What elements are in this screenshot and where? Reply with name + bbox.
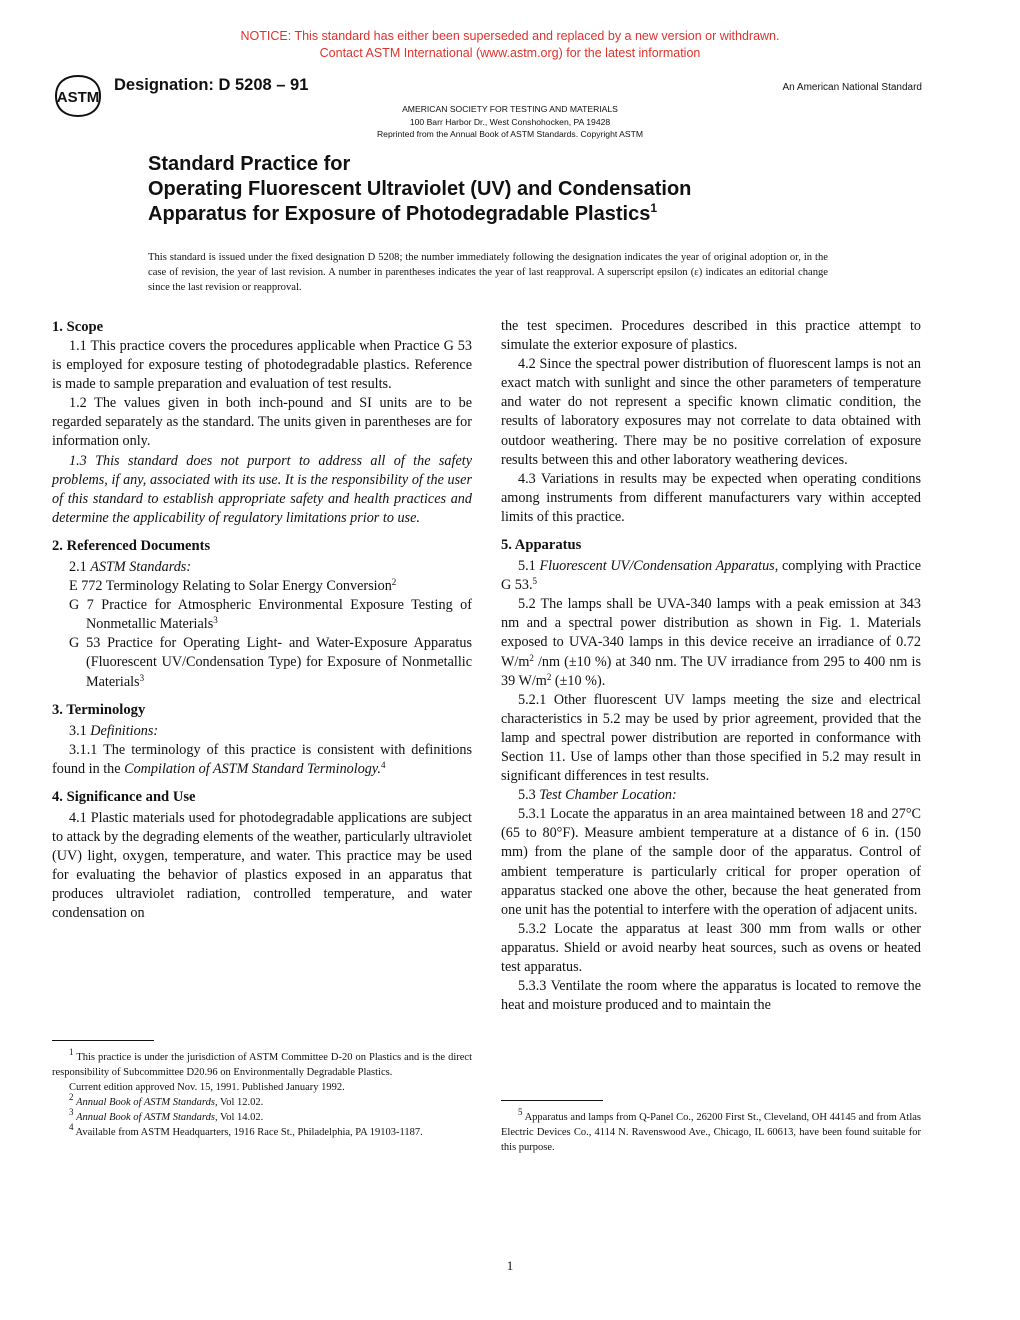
footnotes-right bbox=[501, 1107, 921, 1155]
paragraph-5-1: 5.1 Fluorescent UV/Condensation Apparatus, complying with Practice G 53.$^5$ bbox=[501, 558, 921, 594]
title-line-2: Operating Fluorescent Ultraviolet (UV) and Condensation bbox=[148, 178, 692, 200]
paragraph-4-3: 4.3 Variations in results may be expected when operating conditions among instruments from different manufacturers vary within accepted limits of this practice. bbox=[501, 470, 921, 525]
footnote-rule-right bbox=[501, 1100, 603, 1101]
edition-note: Current edition approved Nov. 15, 1991. Published January 1992. bbox=[69, 1082, 345, 1093]
reference-g53: G 53 Practice for Operating Light- and Water-Exposure Apparatus (Fluorescent UV/Condensation Type) for Exposure of Nonmetallic Materials$^3$ bbox=[69, 635, 472, 690]
paragraph-1-2: 1.2 The values given in both inch-pound and SI units are to be regarded separately as the standard. The units given in parentheses are for information only. bbox=[52, 395, 472, 450]
title-line-3: Apparatus for Exposure of Photodegradable Plastics$^1$ bbox=[148, 201, 658, 225]
paragraph-5-3: 5.3 Test Chamber Location: bbox=[518, 787, 677, 804]
society-block bbox=[0, 103, 1020, 141]
page-number: 1 bbox=[506, 1258, 514, 1273]
paragraph-5-2: 5.2 The lamps shall be UVA-340 lamps with a peak emission at 343 nm and a spectral power distribution as shown in Fig. 1. Materials exposed to UVA-340 lamps in this device receive an irradiance of 0.72 W/m$^2$ /nm (±10 %) at 340 nm. The UV irradiance from 295 to 400 nm is 39 W/m$^2$ (±10 %). bbox=[501, 596, 921, 689]
footnote-rule-left bbox=[52, 1040, 154, 1041]
paragraph-1-3: 1.3 This standard does not purport to address all of the safety problems, if any, associated with its use. It is the responsibility of the user of this standard to establish appropriate safety and health practices and determine the applicability of regulatory limitations prior to use. bbox=[52, 452, 472, 526]
section-heading-significance-and-use: 4. Significance and Use bbox=[52, 788, 196, 805]
footnote-1: $^1$ This practice is under the jurisdiction of ASTM Committee D-20 on Plastics and is the direct responsibility of Subcommittee D20.96 on Environmentally Degradable Plastics. bbox=[52, 1047, 472, 1078]
paragraph-4-2: 4.2 Since the spectral power distribution of fluorescent lamps is not an exact match with sunlight and since the other parameters of temperature and water do not represent a specific known climatic condition, the results of laboratory exposures may not correlate to data obtained with outdoor weathering. There may be no positive correlation of exposure results between this and other laboratory weathering devices. bbox=[501, 356, 921, 468]
paragraph-5-2-1: 5.2.1 Other fluorescent UV lamps meeting the size and electrical characteristics in 5.2 may be used by prior agreement, provided that the lamp and spectral power distribution are reported in conformance with Section 11. Use of lamps other than those specified in 5.2 may result in significant differences in test results. bbox=[501, 691, 921, 785]
paragraph-5-3-3: 5.3.3 Ventilate the room where the apparatus is located to remove the heat and moisture produced and to maintain the bbox=[501, 978, 921, 1014]
reprint-note: Reprinted from the Annual Book of ASTM Standards. Copyright ASTM bbox=[376, 129, 644, 139]
right-column bbox=[501, 317, 921, 1015]
paragraph-5-3-2: 5.3.2 Locate the apparatus at least 300 mm from walls or other apparatus. Shield or avoid nearby heat sources, such as ovens or heated test apparatus. bbox=[501, 920, 921, 975]
document-title bbox=[148, 152, 888, 227]
title-footnote-mark: 1 bbox=[650, 201, 658, 215]
footnote-2: $^2$ Annual Book of ASTM Standards, Vol 12.02. bbox=[69, 1092, 264, 1108]
paragraph-1-1: 1.1 This practice covers the procedures applicable when Practice G 53 is employed for exposure testing of photodegradable plastics. Reference is made to sample preparation and evaluation of test results. bbox=[52, 338, 472, 393]
section-heading-terminology: 3. Terminology bbox=[52, 701, 146, 718]
paragraph-4-1-continued: the test specimen. Procedures described in this practice attempt to simulate the exterior exposure of plastics. bbox=[501, 318, 921, 354]
logo-text: ASTM bbox=[56, 89, 100, 106]
reference-e772: E 772 Terminology Relating to Solar Energy Conversion$^2$ bbox=[69, 577, 397, 595]
footnote-4: $^4$ Available from ASTM Headquarters, 1916 Race St., Philadelphia, PA 19103-1187. bbox=[69, 1122, 423, 1138]
title-line-1: Standard Practice for bbox=[148, 153, 351, 175]
section-heading-scope: 1. Scope bbox=[52, 319, 104, 335]
left-column bbox=[52, 317, 472, 923]
footnote-3: $^3$ Annual Book of ASTM Standards, Vol 14.02. bbox=[69, 1107, 264, 1123]
footnote-5: $^5$ Apparatus and lamps from Q-Panel Co., 26200 First St., Cleveland, OH 44145 and from Atlas Electric Devices Co., 4114 N. Ravenswood Ave., Chicago, IL 60613, have been found suitable for this purpose. bbox=[501, 1107, 921, 1153]
issue-note: This standard is issued under the fixed designation D 5208; the number immediately following the designation indicates the year of original adoption or, in the case of revision, the year of last revision. A number in parentheses indicates the year of last reapproval. A superscript epsilon (ε) indicates an editorial change since the last revision or reapproval. bbox=[148, 252, 828, 293]
paragraph-3-1: 3.1 Definitions: bbox=[69, 722, 159, 739]
footnotes-left bbox=[52, 1047, 472, 1140]
society-address: 100 Barr Harbor Dr., West Conshohocken, PA 19428 bbox=[409, 116, 611, 127]
national-standard-label: An American National Standard bbox=[782, 82, 922, 93]
paragraph-5-3-1: 5.3.1 Locate the apparatus in an area maintained between 18 and 27°C (65 to 80°F). Measure ambient temperature at a distance of 6 in. (150 mm) from the plane of the sample door of the apparatus. Control of ambient temperature is particularly critical for proper operation of apparatus stacked one above the other, because the heat generated from one unit has the potential to interfere with the operation of adjacent units. bbox=[501, 806, 921, 918]
reference-g7: G 7 Practice for Atmospheric Environmental Exposure Testing of Nonmetallic Materials$^3$ bbox=[69, 597, 472, 633]
notice-line-2: Contact ASTM International (www.astm.org) for the latest information bbox=[319, 46, 701, 60]
paragraph-2-1: 2.1 ASTM Standards: bbox=[69, 558, 192, 575]
section-heading-apparatus: 5. Apparatus bbox=[501, 537, 582, 554]
paragraph-3-1-1: 3.1.1 The terminology of this practice is consistent with definitions found in the Compilation of ASTM Standard Terminology.$^4$ bbox=[52, 741, 472, 777]
designation: Designation: D 5208 – 91 bbox=[114, 76, 309, 94]
supersession-notice bbox=[0, 28, 1020, 62]
notice-line-1: NOTICE: This standard has either been superseded and replaced by a new version or withdrawn. bbox=[240, 29, 780, 43]
society-name: AMERICAN SOCIETY FOR TESTING AND MATERIALS bbox=[402, 104, 618, 114]
section-heading-referenced-documents: 2. Referenced Documents bbox=[52, 537, 211, 554]
paragraph-4-1: 4.1 Plastic materials used for photodegradable applications are subject to attack by the degrading elements of the weather, particularly ultraviolet (UV) light, oxygen, temperature, and water. This practice may be used for evaluating the behavior of plastics exposed in an apparatus that produces ultraviolet radiation, controlled temperature, and water condensation on bbox=[52, 809, 472, 922]
